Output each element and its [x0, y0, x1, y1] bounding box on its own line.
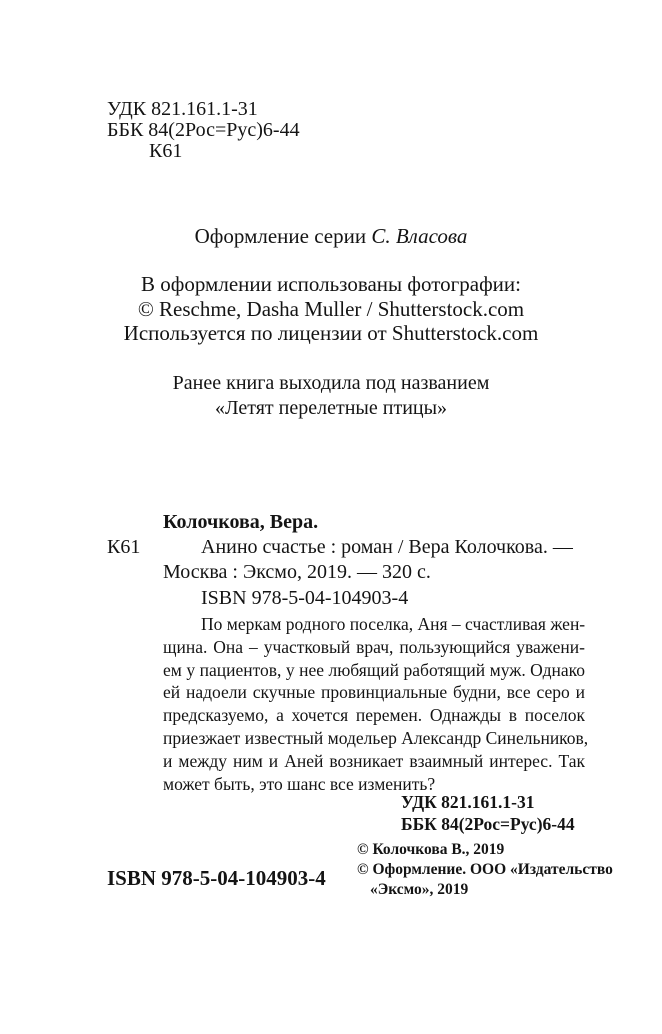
bbk-code-bottom: ББК 84(2Рос=Рус)6-44: [401, 814, 575, 834]
previous-title-line-1: Ранее книга выходила под названием: [172, 372, 490, 394]
udk-code-bottom: УДК 821.161.1-31: [401, 792, 535, 812]
title-line-1: Анино счастье : роман / Вера Колочкова. —: [201, 536, 573, 558]
photo-credits-line-3: Используется по лицензии от Shutterstock.com: [123, 321, 539, 345]
author-heading: Колочкова, Вера.: [163, 511, 319, 533]
series-designer-name: С. Власова: [371, 224, 468, 248]
annotation-line: ей надоели скучные провинциальные будни, все серо и: [163, 682, 585, 703]
udk-code-top: УДК 821.161.1-31: [107, 98, 258, 120]
record-isbn: ISBN 978-5-04-104903-4: [201, 587, 409, 609]
title-line-2: Москва : Эксмо, 2019. — 320 с.: [163, 561, 431, 583]
annotation-line: щина. Она – участковый врач, пользующийся уважени-: [163, 636, 585, 657]
annotation-line: и между ним и Аней возникает взаимный интерес. Так: [163, 750, 585, 771]
footer-isbn: ISBN 978-5-04-104903-4: [107, 866, 326, 890]
annotation-line: По меркам родного поселка, Аня – счастливая жен-: [201, 614, 586, 634]
photo-credits-line-1: В оформлении использованы фотографии:: [141, 272, 521, 296]
author-mark: К61: [107, 536, 141, 558]
author-mark-top: К61: [149, 140, 183, 162]
annotation-line: приезжает известный модельер Александр Синельников,: [163, 727, 589, 748]
bbk-code-top: ББК 84(2Рос=Рус)6-44: [107, 119, 300, 141]
series-design-line: [0, 224, 662, 249]
previous-title-line-2: «Летят перелетные птицы»: [214, 397, 448, 419]
photo-credits-line-2: © Reschme, Dasha Muller / Shutterstock.com: [137, 297, 525, 321]
annotation-line: может быть, это шанс все изменить?: [163, 773, 436, 794]
annotation-line: предсказуемо, а хочется перемен. Однажды в поселок: [163, 705, 585, 726]
copyright-author: © Колочкова В., 2019: [357, 841, 505, 858]
copyright-design-line-2: «Эксмо», 2019: [370, 881, 469, 898]
annotation-line: ем у пациентов, у нее любящий работящий муж. Однако: [163, 659, 585, 680]
annotation: [163, 613, 589, 795]
series-design-prefix: Оформление серии: [194, 224, 372, 248]
copyright-design-line-1: © Оформление. ООО «Издательство: [357, 861, 613, 878]
